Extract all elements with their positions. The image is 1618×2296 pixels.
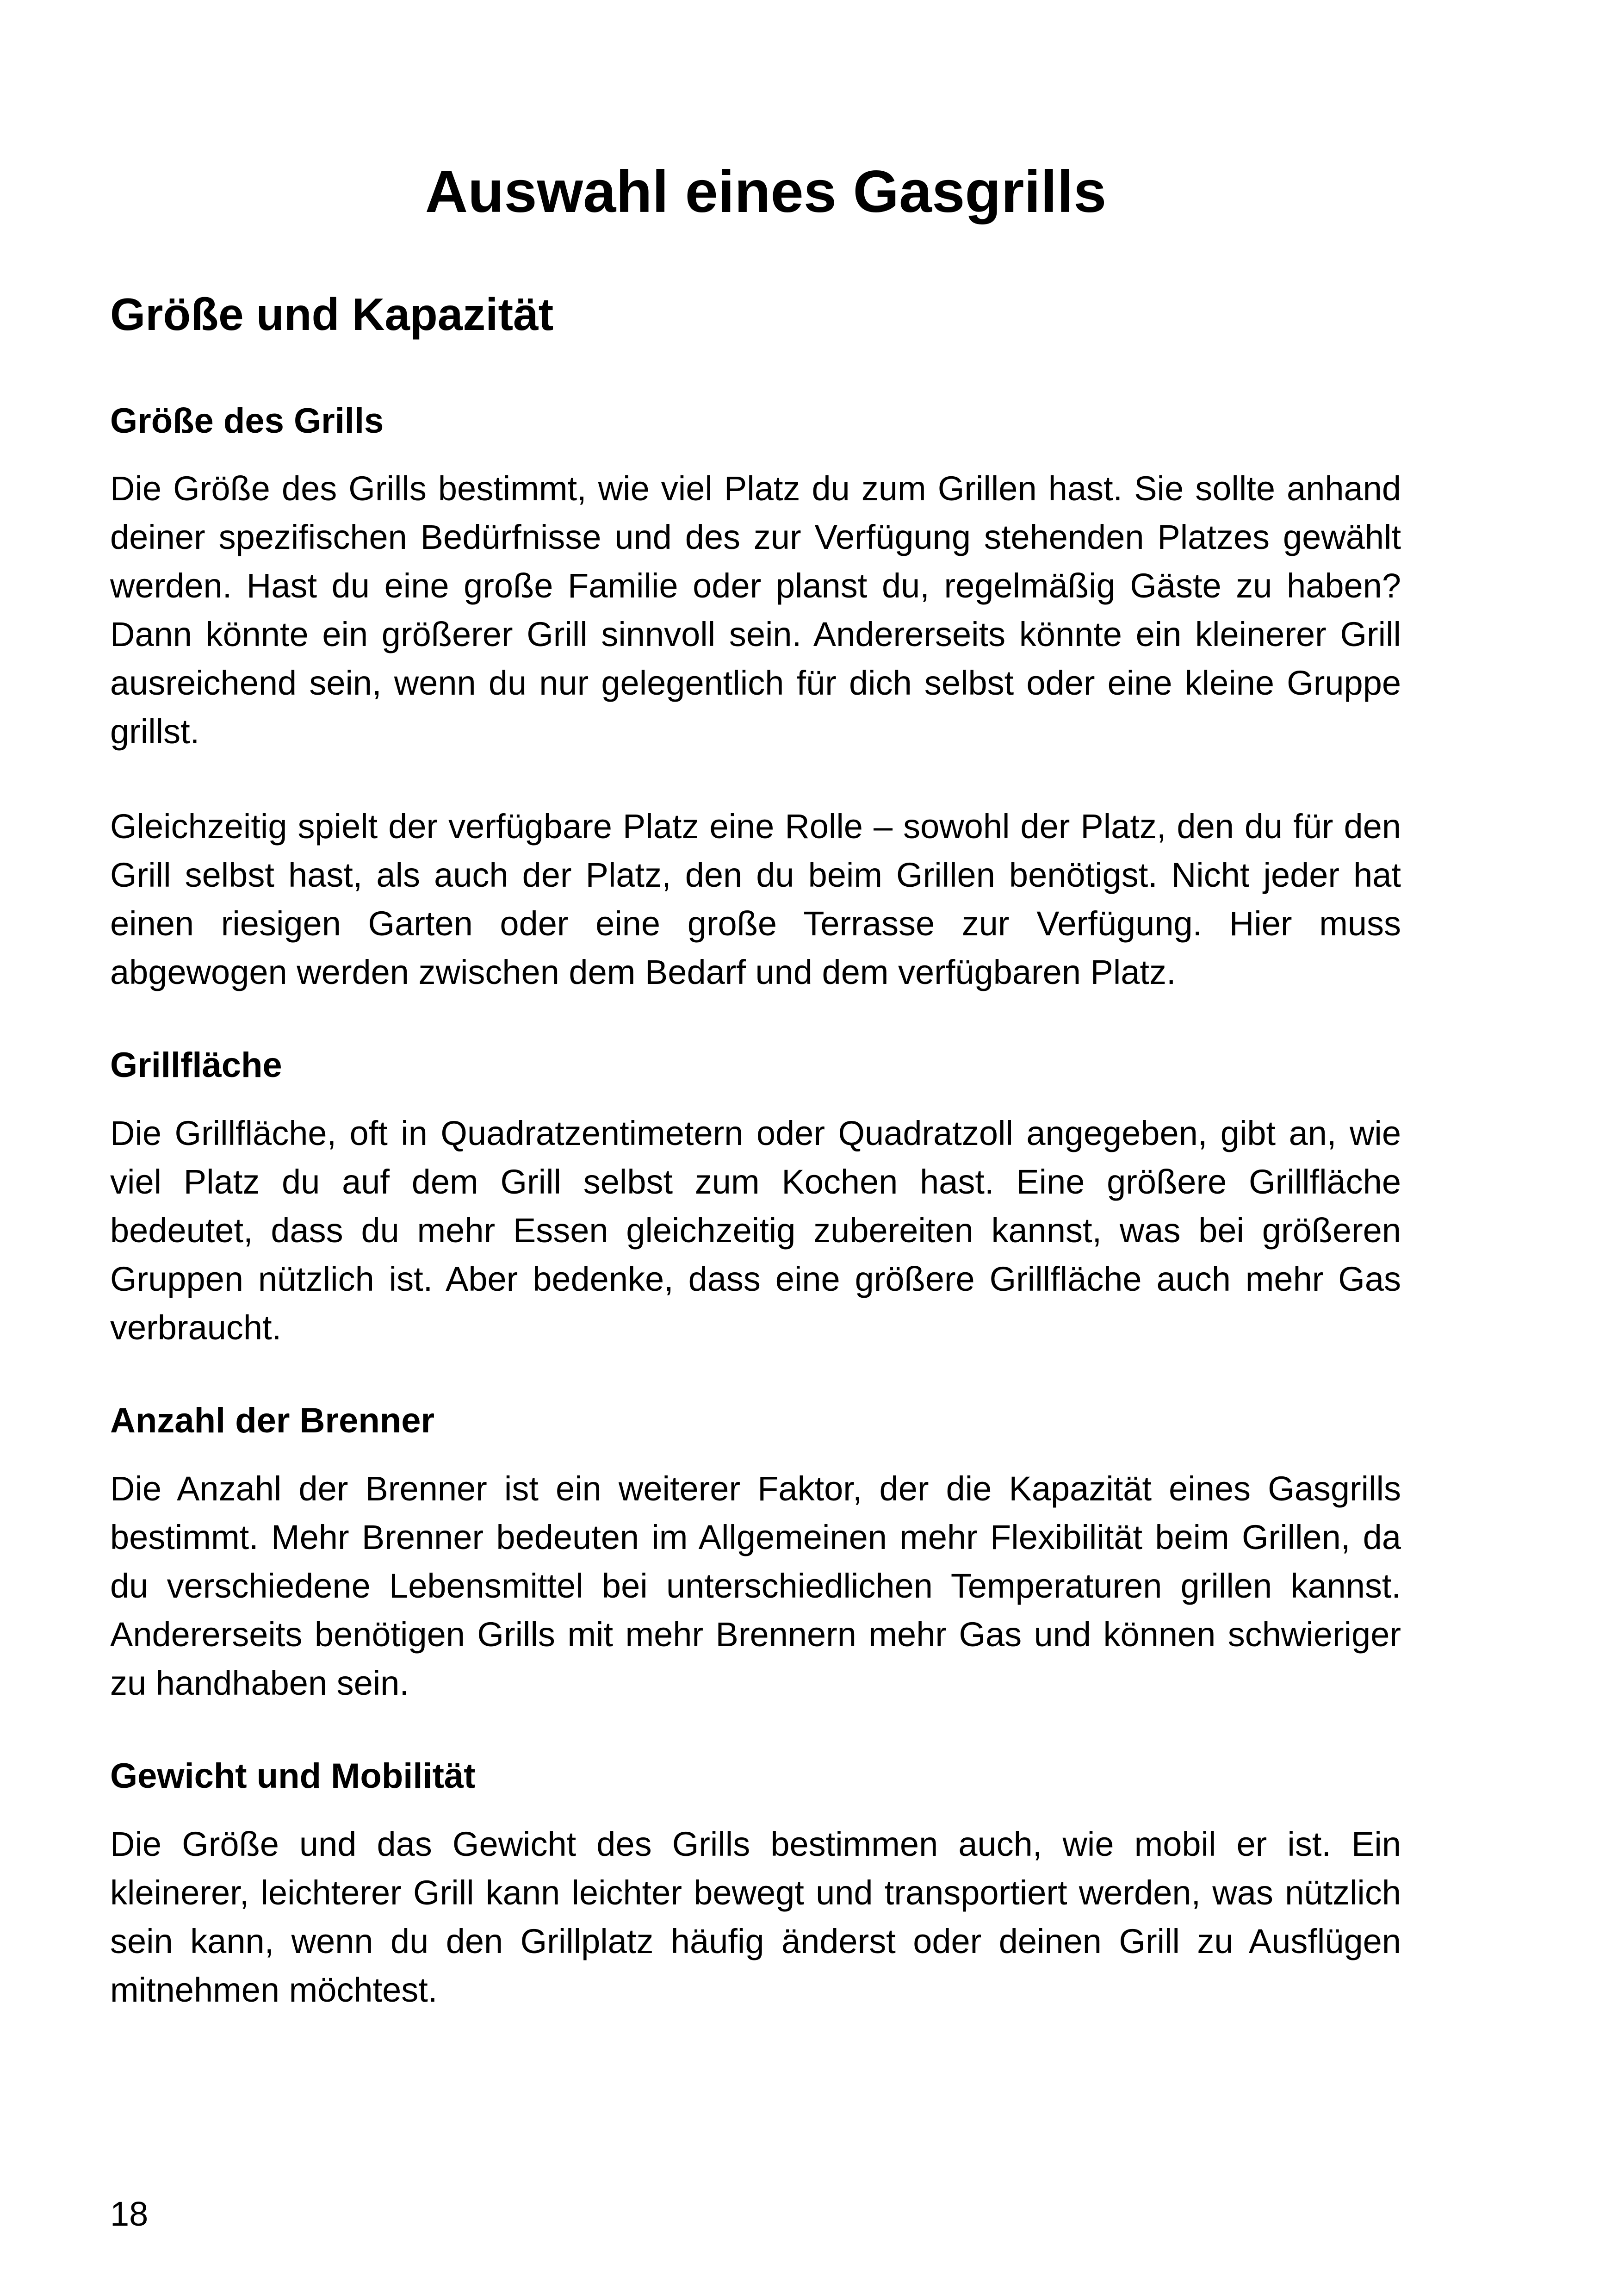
subsection-heading-anzahl-der-brenner: Anzahl der Brenner bbox=[110, 1401, 435, 1441]
chapter-title: Auswahl eines Gasgrills bbox=[425, 159, 1107, 225]
subsection-heading-groesse-des-grills: Größe des Grills bbox=[110, 401, 384, 441]
paragraph: Die Größe und das Gewicht des Grills bestimmen auch, wie mobil er ist. Ein kleinerer, leichterer Grill kann leichter bewegt und transportiert werden, was nützlich sein kann, wenn du den Grillplatz häufig änderst oder deinen Grill zu Ausflügen mitnehmen möchtest. bbox=[110, 1824, 1401, 2009]
page-number: 18 bbox=[110, 2195, 149, 2233]
paragraph: Die Anzahl der Brenner ist ein weiterer Faktor, der die Kapazität eines Gasgrills bestimmt. Mehr Brenner bedeuten im Allgemeinen mehr Flexibilität beim Grillen, da du verschiedene Lebensmittel bei unterschiedlichen Temperaturen grillen kannst. Andererseits benötigen Grills mit mehr Brennern mehr Gas und können schwieriger zu handhaben sein. bbox=[110, 1469, 1401, 1702]
subsection-heading-gewicht-und-mobilitaet: Gewicht und Mobilität bbox=[110, 1756, 476, 1796]
section-heading: Größe und Kapazität bbox=[110, 289, 554, 340]
paragraph: Die Größe des Grills bestimmt, wie viel Platz du zum Grillen hast. Sie sollte anhand deiner spezifischen Bedürfnisse und des zur Verfügung stehenden Platzes gewählt werden. Hast du eine große Familie oder planst du, regelmäßig Gäste zu haben? Dann könnte ein größerer Grill sinnvoll sein. Andererseits könnte ein kleinerer Grill ausreichend sein, wenn du nur gelegentlich für dich selbst oder eine kleine Gruppe grillst. bbox=[110, 469, 1401, 751]
paragraph: Gleichzeitig spielt der verfügbare Platz eine Rolle – sowohl der Platz, den du für den Grill selbst hast, als auch der Platz, den du beim Grillen benötigst. Nicht jeder hat einen riesigen Garten oder eine große Terrasse zur Verfügung. Hier muss abgewogen werden zwischen dem Bedarf und dem verfügbaren Platz. bbox=[110, 807, 1401, 992]
page-content bbox=[110, 286, 1401, 2060]
paragraph: Die Grillfläche, oft in Quadratzentimetern oder Quadratzoll angegeben, gibt an, wie viel Platz du auf dem Grill selbst zum Kochen hast. Eine größere Grillfläche bedeutet, dass du mehr Essen gleichzeitig zubereiten kannst, was bei größeren Gruppen nützlich ist. Aber bedenke, dass eine größere Grillfläche auch mehr Gas verbraucht. bbox=[110, 1114, 1401, 1347]
subsection-heading-grillflaeche: Grillfläche bbox=[110, 1045, 282, 1085]
